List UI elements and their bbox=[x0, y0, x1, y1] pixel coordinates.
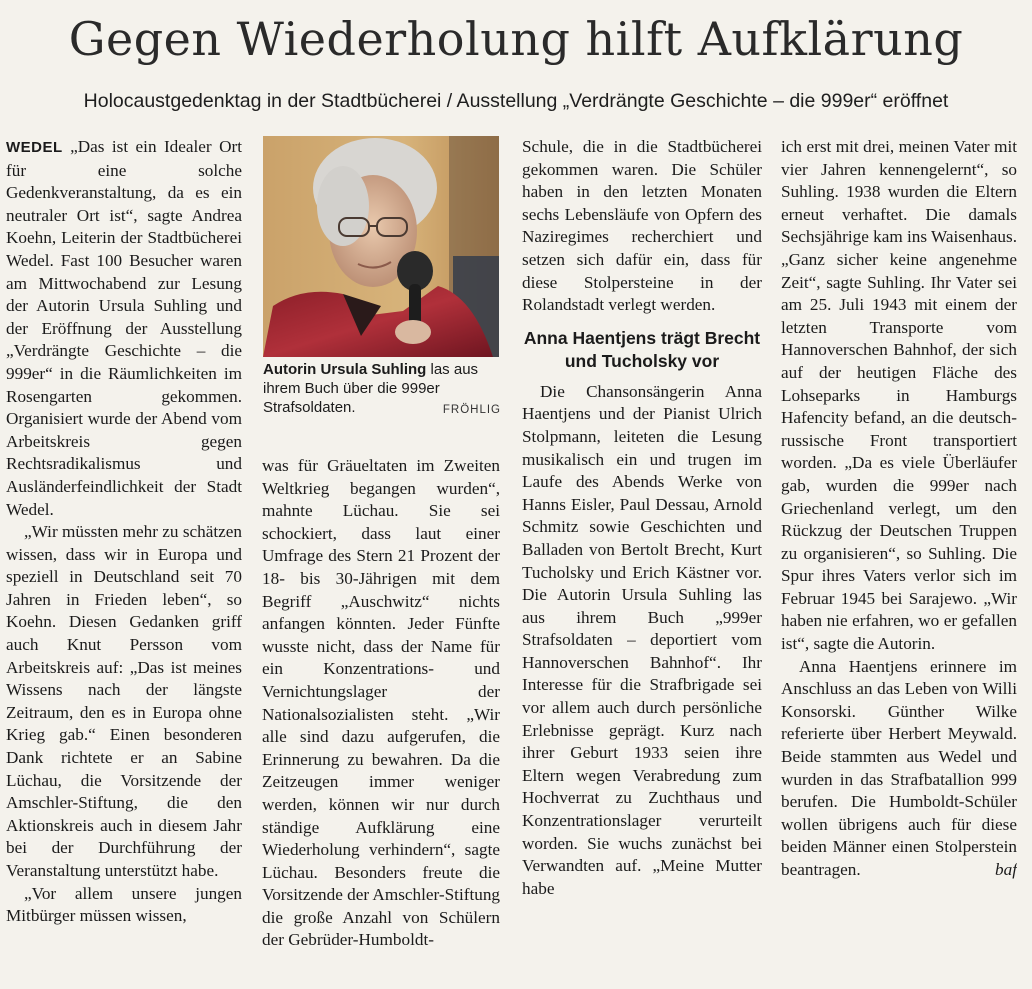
author-signature: baf bbox=[995, 860, 1017, 879]
photo-image bbox=[263, 136, 499, 357]
headline: Gegen Wiederholung hilft Aufklärung bbox=[68, 12, 964, 66]
caption-text: las aus ihrem Buch über die 999er Strafsoldaten. bbox=[263, 361, 479, 416]
caption-name: Autorin Ursula Suhling bbox=[263, 361, 427, 378]
section-subheading: Anna Haentjens trägt Brecht und Tucholsky vor bbox=[523, 327, 761, 371]
author-photo bbox=[263, 136, 499, 357]
paragraph bbox=[781, 656, 1017, 882]
photo-credit: FRÖHLIG bbox=[442, 404, 501, 416]
article-column-3 bbox=[522, 136, 762, 986]
article-column-2 bbox=[262, 455, 500, 986]
paragraph: Schule, die in die Stadtbücherei gekommen waren. Die Schüler haben in den letzten Monaten sechs Lebensläufe von Opfern des Naziregimes recherchiert und setzen sich dafür ein, dass für diese Stolpersteine in der Rolandstadt verlegt werden. bbox=[522, 137, 762, 315]
photo-caption bbox=[263, 360, 501, 420]
paragraph: was für Gräueltaten im Zweiten Weltkrieg begangen wurden“, mahnte Lüchau. Sie sei schockiert, dass laut einer Umfrage des Stern 21 Prozent der 18- bis 30-Jährigen mit dem Begriff „Auschwitz“ nichts anfangen könnten. Jeder Fünfte wusste nicht, dass der Name für ein Konzentrations- und Vernichtungslager der Nationalsozialisten steht. „Wir alle sind dazu aufgerufen, die Erinnerung zu bewahren. Da die Zeitzeugen immer weniger werden, können wir nur durch ständige Aufklärung eine Wiederholung verhindern“, sagte Lüchau. Besonders freute die Vorsitzende der Amschler-Stiftung die große Anzahl von Schülern der Gebrüder-Humboldt- bbox=[262, 456, 500, 950]
article-column-4 bbox=[781, 136, 1017, 986]
paragraph-text: Anna Haentjens erinnere im Anschluss an das Leben von Willi Konsorski. Günther Wilke referierte über Herbert Meywald. Beide stammten aus Wedel und wurden in das Strafbatallion 999 berufen. Die Humboldt-Schüler wollen übrigens auch für diese beiden Männer einen Stolperstein beantragen. bbox=[781, 656, 1017, 879]
paragraph bbox=[6, 136, 242, 521]
dateline: WEDEL bbox=[6, 139, 63, 156]
paragraph: „Wir müssten mehr zu schätzen wissen, dass wir in Europa und speziell in Deutschland seit 70 Jahren in Frieden leben“, so Koehn. Diesen Gedanken griff auch Knut Persson vom Arbeitskreis auf: „Das ist meines Wissens nach der längste Zeitraum, den es in Europa ohne Krieg gab.“ Einen besonderen Dank richtete er an Sabine Lüchau, die Vorsitzende der Amschler-Stiftung, die den Aktionskreis auch in diesem Jahr bei der Durchführung der Veranstaltung unterstützt habe. bbox=[6, 522, 242, 880]
article-column-1 bbox=[6, 136, 242, 986]
paragraph: „Vor allem unsere jungen Mitbürger müssen wissen, bbox=[6, 883, 242, 926]
paragraph: ich erst mit drei, meinen Vater mit vier Jahren kennengelernt“, so Suhling. 1938 wurden die Eltern erneut verhaftet. Die damals Sechsjährige kam ins Waisenhaus. „Ganz sicher keine angenehme Zeit“, sagte Suhling. Ihr Vater sei am 25. Juli 1943 mit einem der letzten Transporte vom Hannoverschen Bahnhof, der sich auf der heutigen Fläche des Lohseparks in Hamburgs Hafencity befand, an die deutsch-russische Front transportiert worden. „Da es viele Überläufer gab, wurden die 999er nach Griechenland verlegt, um den Rückzug der Deutschen Truppen zu organisieren“, so Suhling. Die Spur ihres Vaters verlor sich im Februar 1945 bei Sarajewo. „Wir haben nie erfahren, wo er gefallen ist“, sagte die Autorin. bbox=[781, 137, 1017, 654]
paragraph-text: „Das ist ein Idealer Ort für eine solche Gedenkveranstaltung, da es ein neutraler Ort ist“, sagte Andrea Koehn, Leiterin der Stadtbücherei Wedel. Fast 100 Besucher waren am Mittwochabend zur Lesung der Autorin Ursula Suhling und der Eröffnung der Ausstellung „Verdrängte Geschichte – die 999er“ in die Räumlichkeiten im Rosengarten gekommen. Organisiert wurde der Abend vom Arbeitskreis gegen Rechtsradikalismus und Ausländerfeindlichkeit der Stadt Wedel. bbox=[6, 137, 242, 519]
subheadline: Holocaustgedenktag in der Stadtbücherei / Ausstellung „Verdrängte Geschichte – die 999er“ eröffnet bbox=[83, 90, 949, 112]
paragraph: Die Chansonsängerin Anna Haentjens und der Pianist Ulrich Stolpmann, leiteten die Lesung musikalisch ein und trugen im Laufe des Abends Werke von Hanns Eisler, Paul Dessau, Arnold Schmitz sowie Geschichten und Balladen von Bertolt Brecht, Kurt Tucholsky und Erich Kästner vor. Die Autorin Ursula Suhling las aus ihrem Buch „999er Strafsoldaten – deportiert vom Hannoverschen Bahnhof“. Ihr Interesse für die Strafbrigade sei vor allem auch durch persönliche Erlebnisse geprägt. Kurz nach ihrer Geburt 1933 seien ihre Eltern wegen Verabredung zum Hochverrat zu Zuchthaus und Konzentrationslager verurteilt worden. Sie wuchs zunächst bei Verwandten auf. „Meine Mutter habe bbox=[522, 381, 762, 898]
